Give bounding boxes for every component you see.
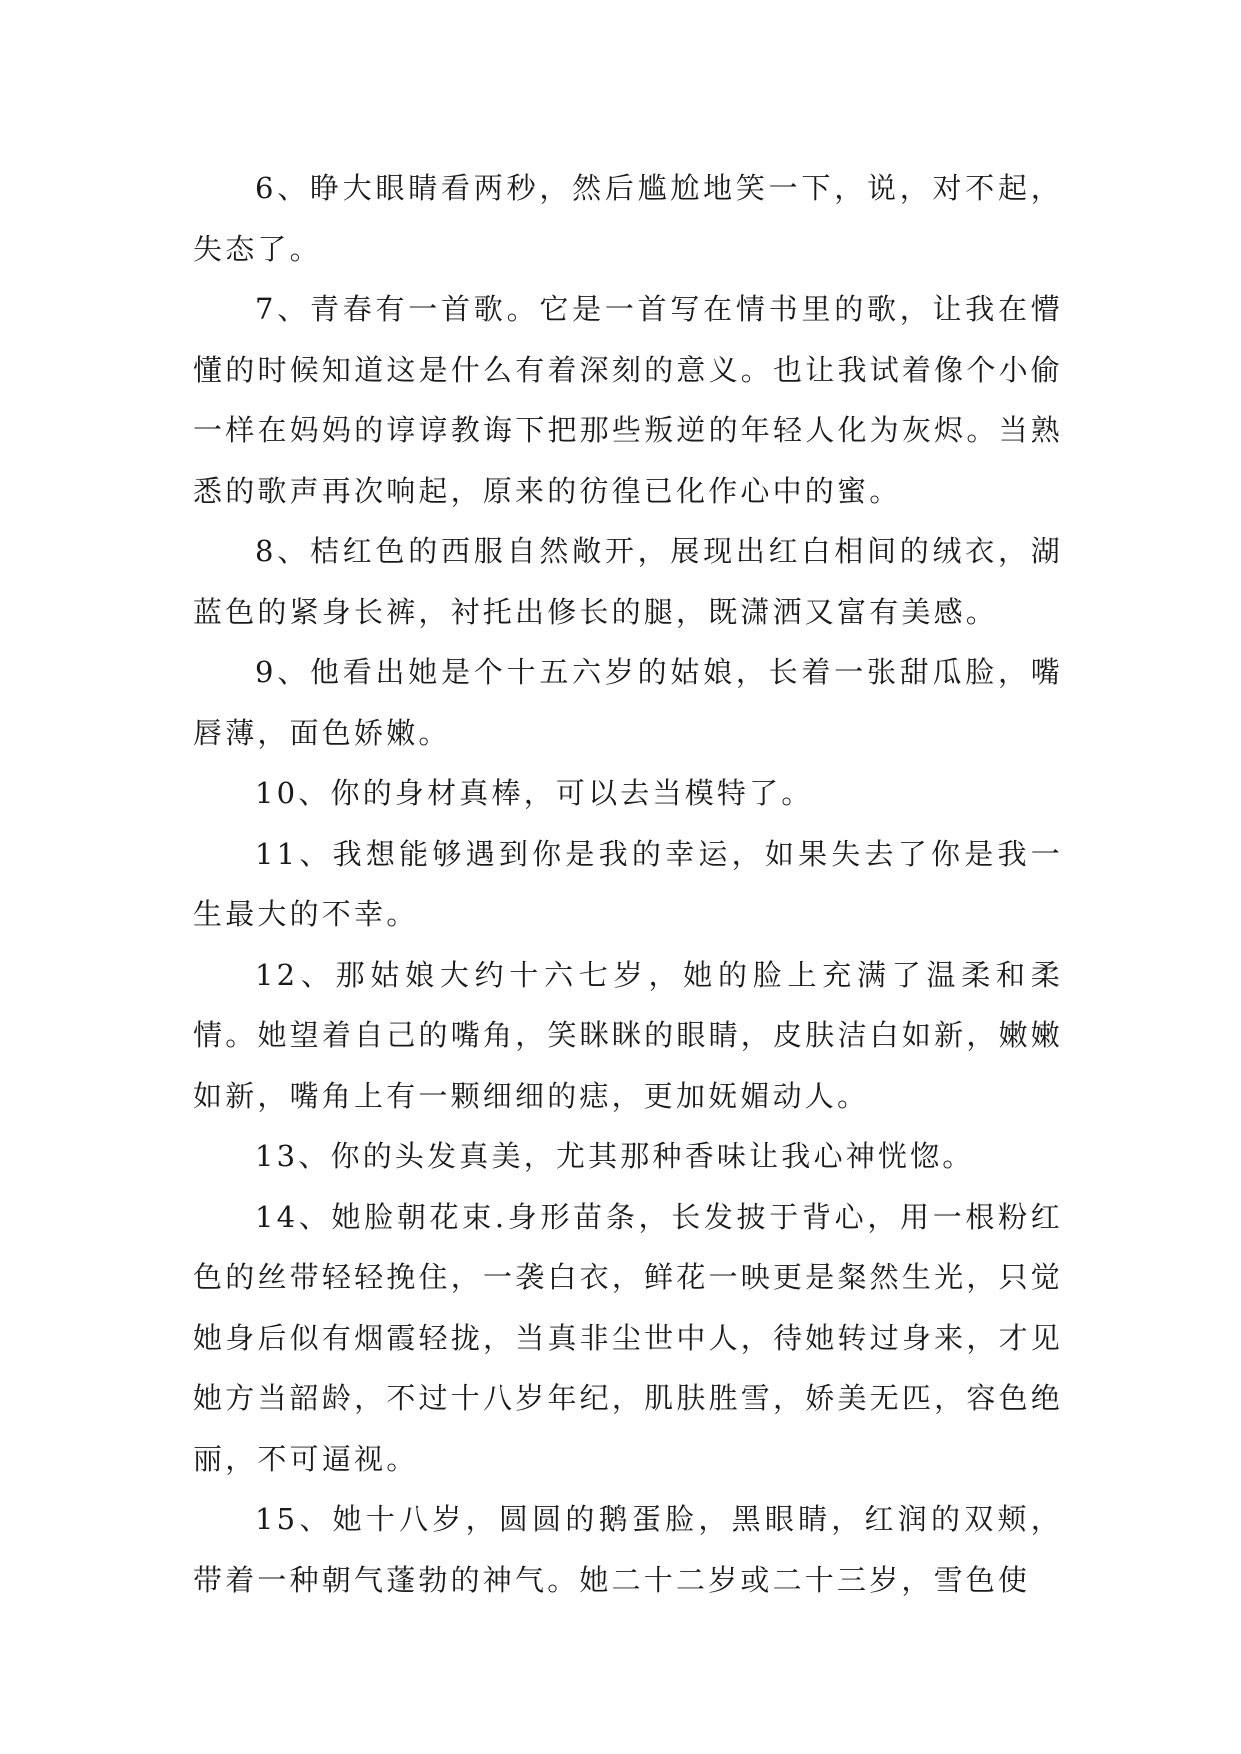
paragraph-10: 10、你的身材真棒，可以去当模特了。 xyxy=(255,776,814,810)
paragraph-13: 13、你的头发真美，尤其那种香味让我心神恍惚。 xyxy=(255,1139,975,1173)
paragraph-8: 8、桔红色的西服自然敞开，展现出红白相间的绒衣，湖蓝色的紧身长裤，衬托出修长的腿，既潇洒又富有美感。 xyxy=(193,534,1063,629)
paragraph-9: 9、他看出她是个十五六岁的姑娘，长着一张甜瓜脸，嘴唇薄，面色娇嫩。 xyxy=(193,655,1063,750)
paragraph-15: 15、她十八岁，圆圆的鹅蛋脸，黑眼睛，红润的双颊，带着一种朝气蓬勃的神气。她二十二岁或二十三岁，雪色使 xyxy=(193,1502,1063,1597)
paragraph-7: 7、青春有一首歌。它是一首写在情书里的歌，让我在懵懂的时候知道这是什么有着深刻的意义。也让我试着像个小偷一样在妈妈的谆谆教诲下把那些叛逆的年轻人化为灰烬。当熟悉的歌声再次响起，原来的彷徨已化作心中的蜜。 xyxy=(193,292,1063,508)
paragraph-6: 6、睁大眼睛看两秒，然后尴尬地笑一下，说，对不起，失态了。 xyxy=(193,171,1063,266)
paragraph-11: 11、我想能够遇到你是我的幸运，如果失去了你是我一生最大的不幸。 xyxy=(193,836,1063,931)
paragraph-14: 14、她脸朝花束.身形苗条，长发披于背心，用一根粉红色的丝带轻轻挽住，一袭白衣，鲜花一映更是粲然生光，只觉她身后似有烟霞轻拢，当真非尘世中人，待她转过身来，才见她方当韶龄，不过十八岁年纪，肌肤胜雪，娇美无匹，容色绝丽，不可逼视。 xyxy=(193,1199,1063,1476)
paragraph-12: 12、那姑娘大约十六七岁，她的脸上充满了温柔和柔情。她望着自己的嘴角，笑眯眯的眼睛，皮肤洁白如新，嫩嫩如新，嘴角上有一颗细细的痣，更加妩媚动人。 xyxy=(193,957,1063,1113)
document-body xyxy=(193,158,1063,1610)
